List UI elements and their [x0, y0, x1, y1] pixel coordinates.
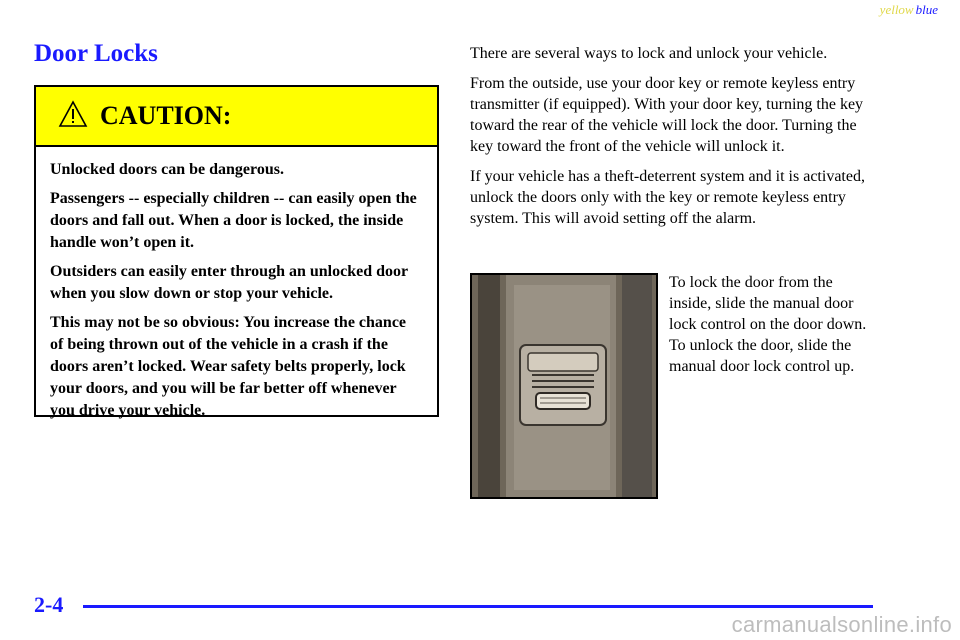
caution-paragraph: Outsiders can easily enter through an unlocked door when you slow down or stop your vehicle.: [50, 263, 408, 302]
photo-caption: [669, 272, 874, 377]
caution-box: [34, 85, 439, 417]
caution-header: [36, 87, 437, 147]
corner-color-tag: [880, 2, 938, 18]
caution-body: [36, 147, 437, 422]
page-title: Door Locks: [34, 40, 158, 67]
body-paragraph: If your vehicle has a theft-deterrent system and it is activated, unlock the doors only with the key or remote keyless entry system. This will avoid setting off the alarm.: [470, 168, 865, 227]
body-paragraph: There are several ways to lock and unlock your vehicle.: [470, 45, 828, 62]
warning-triangle-icon: [58, 100, 88, 128]
caution-heading: CAUTION:: [100, 101, 232, 130]
body-text-column: [470, 43, 880, 238]
corner-tag-yellow: yellow: [879, 2, 914, 17]
body-paragraph: From the outside, use your door key or remote keyless entry transmitter (if equipped). With your door key, turning the key toward the rear of the vehicle will lock the door. Turning the key toward the front of the vehicle will unlock it.: [470, 75, 864, 155]
watermark-text: carmanualsonline.info: [731, 612, 952, 637]
caution-paragraph: Unlocked doors can be dangerous.: [50, 161, 284, 178]
footer-divider: [83, 605, 873, 608]
photo-caption-text: To lock the door from the inside, slide the manual door lock control on the door down. To unlock the door, slide the manual door lock control up.: [669, 274, 867, 375]
caution-paragraph: Passengers -- especially children -- can easily open the doors and fall out. When a door is locked, the inside handle won’t open it.: [50, 190, 417, 251]
door-lock-illustration: [472, 275, 656, 497]
caution-paragraph: This may not be so obvious: You increase the chance of being thrown out of the vehicle in a crash if the doors aren’t locked. Wear safety belts properly, lock your doors, and you will be far better off whenever you drive your vehicle.: [50, 314, 407, 419]
corner-tag-blue: blue: [915, 2, 938, 17]
door-lock-control-photo: [470, 273, 658, 499]
page-number: 2-4: [34, 592, 64, 617]
